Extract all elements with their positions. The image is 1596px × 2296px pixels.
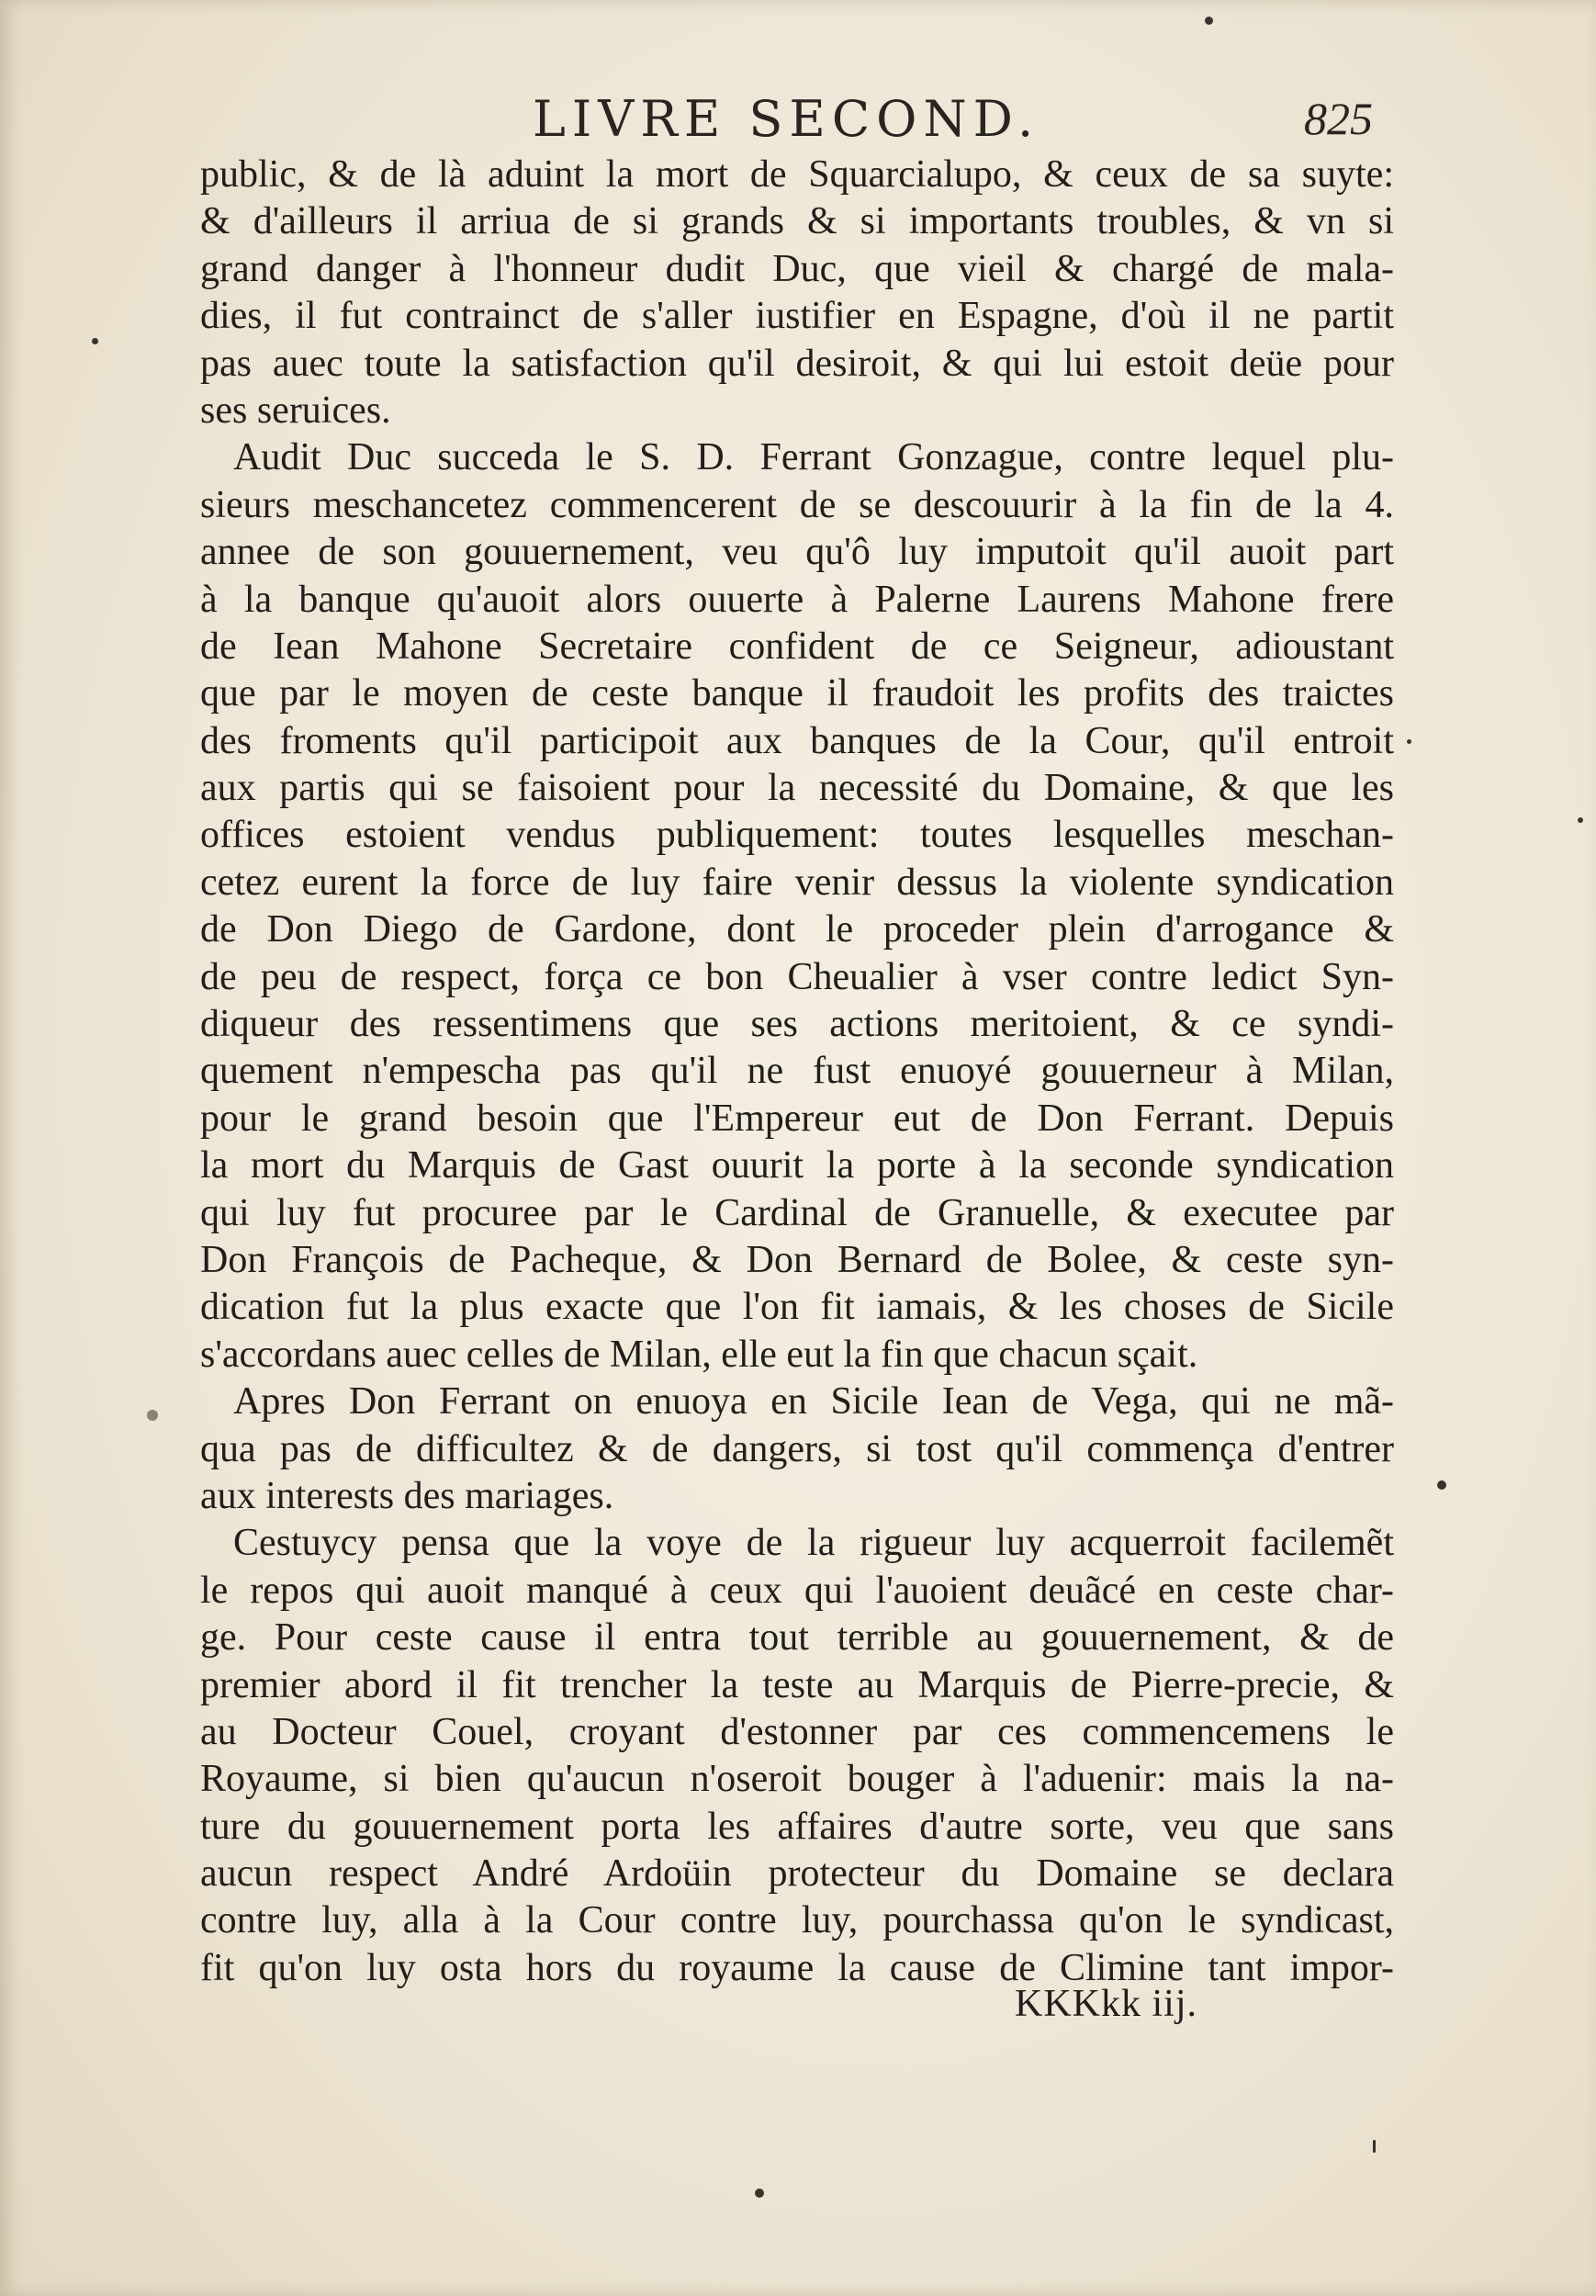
text-line: premier abord il fit trencher la teste au Marquis de Pierre-precie, & — [200, 1663, 1394, 1706]
text-line: à la banque qu'auoit alors ouuerte à Palerne Laurens Mahone frere — [200, 578, 1394, 621]
text-line: grand danger à l'honneur dudit Duc, que vieil & chargé de mala- — [200, 247, 1394, 290]
ink-speck — [755, 2189, 764, 2198]
paragraph-start: Audit Duc succeda le S. D. Ferrant Gonzague, contre lequel plu- — [233, 436, 1394, 479]
text-line: de peu de respect, força ce bon Cheualier à vser contre ledict Syn- — [200, 955, 1394, 998]
text-line: ses seruices. — [200, 388, 391, 432]
text-line: & d'ailleurs il arriua de si grands & si importants troubles, & vn si — [200, 200, 1394, 243]
running-head — [0, 90, 1596, 154]
text-line: ture du gouuernement porta les affaires d'autre sorte, veu que sans — [200, 1805, 1394, 1848]
text-line: au Docteur Couel, croyant d'estonner par ces commencemens le — [200, 1710, 1394, 1753]
text-line: ge. Pour ceste cause il entra tout terrible au gouuernement, & de — [200, 1616, 1394, 1660]
text-line: pour le grand besoin que l'Empereur eut de Don Ferrant. Depuis — [200, 1097, 1394, 1140]
text-line: sieurs meschancetez commencerent de se descouurir à la fin de la 4. — [200, 483, 1394, 526]
text-line: dication fut la plus exacte que l'on fit iamais, & les choses de Sicile — [200, 1286, 1394, 1329]
text-line: Royaume, si bien qu'aucun n'oseroit bouger à l'aduenir: mais la na- — [200, 1758, 1394, 1801]
text-line: cetez eurent la force de luy faire venir dessus la violente syndication — [200, 861, 1394, 904]
text-line: de Iean Mahone Secretaire confident de ce Seigneur, adioustant — [200, 625, 1394, 668]
text-line: le repos qui auoit manqué à ceux qui l'auoient deuãcé en ceste char- — [200, 1569, 1394, 1612]
text-line: de Don Diego de Gardone, dont le proceder plein d'arrogance & — [200, 908, 1394, 951]
text-line: Don François de Pacheque, & Don Bernard de Bolee, & ceste syn- — [200, 1238, 1394, 1281]
text-line: aux partis qui se faisoient pour la necessité du Domaine, & que les — [200, 767, 1394, 810]
ink-speck — [92, 338, 98, 344]
text-line: qui luy fut procuree par le Cardinal de Granuelle, & executee par — [200, 1191, 1394, 1234]
text-line: pas auec toute la satisfaction qu'il desiroit, & qui lui estoit deüe pour — [200, 342, 1394, 385]
text-line: contre luy, alla à la Cour contre luy, pourchassa qu'on le syndicast, — [200, 1899, 1394, 1942]
running-title: LIVRE SECOND. — [533, 90, 1040, 148]
text-line: des froments qu'il participoit aux banques de la Cour, qu'il entroit — [200, 719, 1394, 762]
text-line: fit qu'on luy osta hors du royaume la cause de Climine tant impor- — [200, 1946, 1394, 1989]
paragraph-start: Cestuycy pensa que la voye de la rigueur luy acquerroit facilemẽt — [233, 1522, 1394, 1565]
text-line: annee de son gouuernement, veu qu'ô luy imputoit qu'il auoit part — [200, 531, 1394, 574]
text-line: dies, il fut contrainct de s'aller iustifier en Espagne, d'où il ne partit — [200, 295, 1394, 338]
text-line: offices estoient vendus publiquement: toutes lesquelles meschan- — [200, 814, 1394, 857]
ink-speck — [1437, 1480, 1446, 1490]
ink-speck — [1578, 817, 1583, 823]
ink-speck — [1205, 17, 1213, 25]
text-line: que par le moyen de ceste banque il fraudoit les profits des traictes — [200, 672, 1394, 715]
text-line: public, & de là aduint la mort de Squarcialupo, & ceux de sa suyte: — [200, 153, 1394, 196]
text-line: diqueur des ressentimens que ses actions meritoient, & ce syndi- — [200, 1003, 1394, 1046]
text-line: aucun respect André Ardoüin protecteur du Domaine se declara — [200, 1852, 1394, 1896]
ink-speck — [147, 1410, 158, 1421]
ink-speck — [1373, 2140, 1376, 2153]
page-number: 825 — [1304, 93, 1373, 144]
signature-mark: KKKkk iij. — [1015, 1983, 1197, 2025]
text-line: qua pas de difficultez & de dangers, si tost qu'il commença d'entrer — [200, 1427, 1394, 1470]
paragraph-start: Apres Don Ferrant on enuoya en Sicile Iean de Vega, qui ne mã- — [233, 1380, 1394, 1424]
ink-speck — [1407, 739, 1411, 744]
text-line: la mort du Marquis de Gast ouurit la porte à la seconde syndication — [200, 1144, 1394, 1187]
text-line: aux interests des mariages. — [200, 1474, 614, 1517]
text-line: s'accordans auec celles de Milan, elle eut la fin que chacun sçait. — [200, 1333, 1198, 1376]
text-line: quement n'empescha pas qu'il ne fust enuoyé gouuerneur à Milan, — [200, 1050, 1394, 1093]
body-text — [200, 152, 1394, 1992]
